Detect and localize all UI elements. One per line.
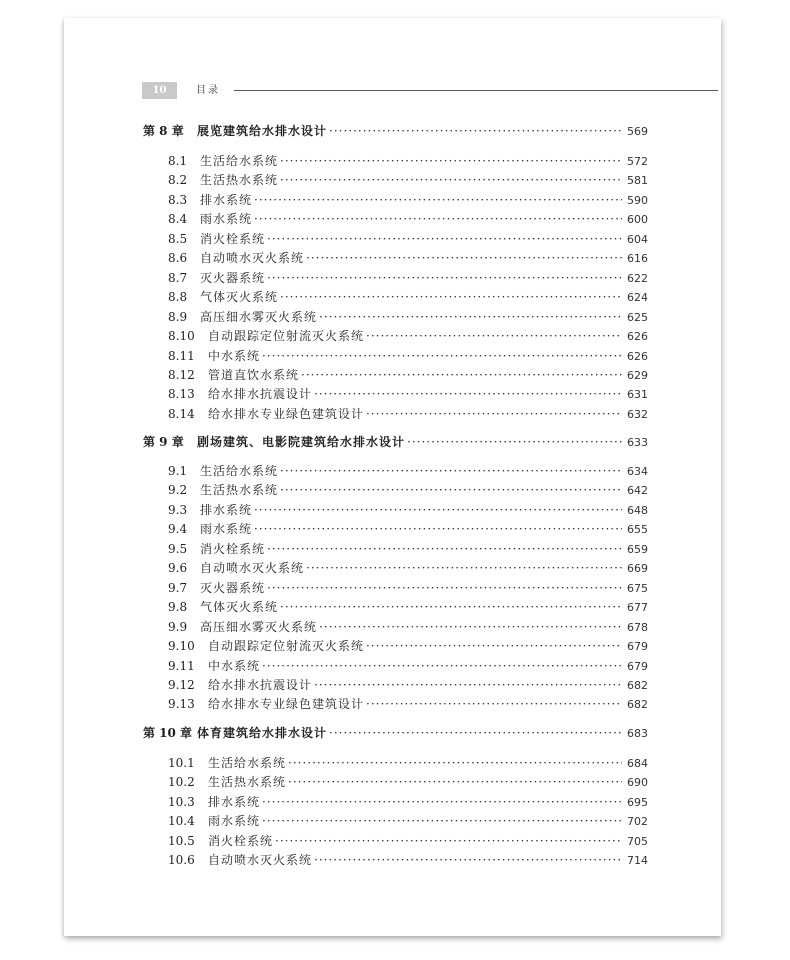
- section-entry-number: 8.13: [168, 387, 195, 402]
- section-entry[interactable]: [168, 793, 648, 811]
- section-entry-title: 雨水系统: [200, 522, 253, 537]
- chapter-entry[interactable]: [143, 433, 648, 451]
- section-entry-number: 8.14: [168, 406, 195, 421]
- dot-leader: [280, 171, 622, 189]
- dot-leader: [366, 327, 622, 345]
- section-entry-number: 9.7: [168, 580, 188, 595]
- section-entry[interactable]: [168, 598, 648, 616]
- section-entry[interactable]: [168, 288, 648, 306]
- section-entry-title: 给水排水抗震设计: [208, 387, 313, 402]
- section-entry-page: 690: [627, 776, 648, 790]
- dot-leader: [262, 793, 622, 811]
- section-entry-title: 灭火器系统: [200, 580, 266, 595]
- section-entry-page: 682: [627, 698, 648, 712]
- section-entry[interactable]: [168, 657, 648, 675]
- section-entry[interactable]: [168, 366, 648, 384]
- section-entry-title: 消火栓系统: [200, 541, 266, 556]
- running-header: [142, 82, 718, 100]
- section-entry[interactable]: [168, 191, 648, 209]
- section-entry[interactable]: [168, 676, 648, 694]
- section-entry-page: 702: [627, 815, 648, 829]
- section-entry-page: 678: [627, 620, 648, 634]
- section-entry[interactable]: [168, 462, 648, 480]
- chapter-entry-number: 第 9 章: [143, 435, 184, 449]
- section-entry-title: 给水排水抗震设计: [208, 677, 313, 692]
- dot-leader: [407, 433, 622, 451]
- section-entry-page: 616: [627, 252, 648, 266]
- section-entry-title: 气体灭火系统: [200, 600, 279, 615]
- dot-leader: [254, 210, 622, 228]
- section-entry[interactable]: [168, 249, 648, 267]
- section-entry-number: 8.8: [168, 290, 188, 305]
- dot-leader: [301, 366, 622, 384]
- section-entry-number: 10.6: [168, 853, 195, 868]
- chapter-entry-number: 第 8 章: [143, 124, 184, 138]
- section-entry[interactable]: [168, 540, 648, 558]
- section-entry-page: 669: [627, 562, 648, 576]
- section-entry-page: 655: [627, 523, 648, 537]
- dot-leader: [329, 724, 622, 742]
- dot-leader: [319, 308, 622, 326]
- section-entry[interactable]: [168, 773, 648, 791]
- section-entry-title: 生活热水系统: [208, 775, 287, 790]
- chapter-entry[interactable]: [143, 122, 648, 140]
- dot-leader: [366, 405, 622, 423]
- section-entry-page: 675: [627, 581, 648, 595]
- section-entry-page: 624: [627, 291, 648, 305]
- dot-leader: [306, 559, 622, 577]
- section-entry-title: 生活给水系统: [208, 756, 287, 770]
- section-entry-number: 8.6: [168, 251, 188, 266]
- section-entry-number: 10.3: [168, 794, 195, 809]
- section-entry-page: 600: [627, 213, 648, 227]
- section-entry-number: 8.3: [168, 192, 188, 207]
- section-entry[interactable]: [168, 812, 648, 830]
- dot-leader: [319, 618, 622, 636]
- section-entry-number: 10.1: [168, 756, 195, 770]
- section-entry-page: 626: [627, 349, 648, 363]
- dot-leader: [267, 540, 622, 558]
- section-entry-title: 高压细水雾灭火系统: [200, 309, 318, 324]
- dot-leader: [254, 191, 622, 209]
- section-entry[interactable]: [168, 347, 648, 365]
- dot-leader: [314, 851, 622, 869]
- dot-leader: [254, 501, 622, 519]
- section-entry-number: 9.3: [168, 502, 188, 517]
- section-entry-title: 消火栓系统: [208, 833, 274, 848]
- section-entry-title: 雨水系统: [200, 212, 253, 227]
- section-entry-number: 8.2: [168, 173, 188, 188]
- section-entry-number: 8.7: [168, 270, 188, 285]
- header-rule: [234, 90, 718, 91]
- dot-leader: [262, 812, 622, 830]
- section-entry-number: 10.4: [168, 814, 195, 829]
- section-entry-page: 629: [627, 368, 648, 382]
- section-entry-title: 中水系统: [208, 658, 261, 673]
- section-entry-number: 9.5: [168, 541, 188, 556]
- section-entry[interactable]: [168, 210, 648, 228]
- section-entry[interactable]: [168, 385, 648, 403]
- dot-leader: [262, 347, 622, 365]
- dot-leader: [262, 657, 622, 675]
- section-entry[interactable]: [168, 695, 648, 713]
- section-entry-page: 634: [627, 465, 648, 478]
- section-entry-number: 9.10: [168, 639, 195, 654]
- section-entry-number: 9.4: [168, 522, 188, 537]
- section-entry-title: 自动喷水灭火系统: [208, 853, 313, 868]
- section-entry-title: 排水系统: [208, 794, 261, 809]
- section-entry-number: 8.4: [168, 212, 188, 227]
- section-entry-title: 生活热水系统: [200, 483, 279, 498]
- section-entry-page: 679: [627, 640, 648, 654]
- page-number-badge: 10: [142, 82, 177, 99]
- section-entry-title: 雨水系统: [208, 814, 261, 829]
- dot-leader: [267, 579, 622, 597]
- section-entry-page: 642: [627, 484, 648, 498]
- section-entry-number: 9.8: [168, 600, 188, 615]
- section-entry[interactable]: [168, 754, 648, 772]
- section-entry-number: 8.10: [168, 329, 195, 344]
- section-entry-number: 10.5: [168, 833, 195, 848]
- chapter-entry-title: 体育建筑给水排水设计: [197, 726, 328, 740]
- section-entry-number: 9.12: [168, 677, 195, 692]
- section-entry-title: 消火栓系统: [200, 231, 266, 246]
- section-entry-page: 622: [627, 271, 648, 285]
- section-entry-title: 气体灭火系统: [200, 290, 279, 305]
- section-entry-number: 10.2: [168, 775, 195, 790]
- dot-leader: [306, 249, 622, 267]
- section-entry-page: 626: [627, 330, 648, 344]
- dot-leader: [314, 385, 622, 403]
- section-entry-title: 生活给水系统: [200, 464, 279, 478]
- section-entry-title: 排水系统: [200, 192, 253, 207]
- section-entry-number: 9.6: [168, 561, 188, 576]
- section-entry-page: 590: [627, 193, 648, 207]
- dot-leader: [280, 481, 622, 499]
- section-entry[interactable]: [168, 308, 648, 326]
- dot-leader: [280, 462, 622, 480]
- section-entry[interactable]: [168, 637, 648, 655]
- section-entry-page: 714: [627, 854, 648, 868]
- section-entry-page: 659: [627, 542, 648, 556]
- section-entry-number: 9.13: [168, 697, 195, 712]
- dot-leader: [275, 832, 622, 850]
- section-entry-number: 8.1: [168, 154, 188, 168]
- section-entry-page: 705: [627, 834, 648, 848]
- section-entry[interactable]: [168, 405, 648, 423]
- section-entry-page: 625: [627, 310, 648, 324]
- chapter-entry-title: 展览建筑给水排水设计: [197, 124, 328, 138]
- section-entry-number: 8.5: [168, 231, 188, 246]
- section-entry-page: 604: [627, 232, 648, 246]
- section-entry-title: 自动跟踪定位射流灭火系统: [208, 639, 365, 654]
- section-entry[interactable]: [168, 230, 648, 248]
- running-header-title: 目录: [196, 85, 220, 96]
- section-entry[interactable]: [168, 579, 648, 597]
- section-entry-page: 684: [627, 757, 648, 770]
- section-entry-title: 自动喷水灭火系统: [200, 251, 305, 266]
- section-entry-title: 自动喷水灭火系统: [200, 561, 305, 576]
- section-entry-page: 677: [627, 601, 648, 615]
- section-entry-number: 8.12: [168, 367, 195, 382]
- chapter-entry-page: 683: [627, 727, 648, 740]
- section-entry-number: 8.9: [168, 309, 188, 324]
- dot-leader: [288, 754, 622, 772]
- section-entry-title: 灭火器系统: [200, 270, 266, 285]
- section-entry-page: 572: [627, 155, 648, 168]
- section-entry-page: 581: [627, 174, 648, 188]
- dot-leader: [267, 269, 622, 287]
- dot-leader: [329, 122, 622, 140]
- section-entry-page: 682: [627, 678, 648, 692]
- section-entry[interactable]: [168, 269, 648, 287]
- chapter-entry-title: 剧场建筑、电影院建筑给水排水设计: [197, 435, 406, 449]
- section-entry-title: 生活热水系统: [200, 173, 279, 188]
- section-entry-number: 9.9: [168, 619, 188, 634]
- section-entry[interactable]: [168, 327, 648, 345]
- section-entry-number: 9.11: [168, 658, 195, 673]
- dot-leader: [288, 773, 622, 791]
- section-entry-page: 679: [627, 659, 648, 673]
- book-page: [64, 18, 721, 936]
- dot-leader: [280, 598, 622, 616]
- section-entry-page: 648: [627, 503, 648, 517]
- section-entry-title: 自动跟踪定位射流灭火系统: [208, 329, 365, 344]
- section-entry-number: 9.2: [168, 483, 188, 498]
- dot-leader: [366, 637, 622, 655]
- section-entry-title: 排水系统: [200, 502, 253, 517]
- section-entry[interactable]: [168, 171, 648, 189]
- section-entry-number: 8.11: [168, 348, 195, 363]
- section-entry-title: 中水系统: [208, 348, 261, 363]
- chapter-entry-number: 第 10 章: [143, 726, 193, 740]
- section-entry-title: 高压细水雾灭火系统: [200, 619, 318, 634]
- section-entry[interactable]: [168, 559, 648, 577]
- chapter-entry-page: 633: [627, 436, 648, 449]
- section-entry-number: 9.1: [168, 464, 188, 478]
- dot-leader: [314, 676, 622, 694]
- dot-leader: [280, 288, 622, 306]
- section-entry[interactable]: [168, 152, 648, 170]
- section-entry-title: 生活给水系统: [200, 154, 279, 168]
- dot-leader: [254, 520, 622, 538]
- section-entry[interactable]: [168, 851, 648, 869]
- section-entry-page: 631: [627, 388, 648, 402]
- chapter-entry-page: 569: [627, 125, 648, 138]
- section-entry-page: 695: [627, 795, 648, 809]
- section-entry-title: 给水排水专业绿色建筑设计: [208, 697, 365, 712]
- section-entry[interactable]: [168, 501, 648, 519]
- section-entry-page: 632: [627, 407, 648, 421]
- chapter-entry[interactable]: [143, 724, 648, 742]
- dot-leader: [366, 695, 622, 713]
- section-entry-title: 给水排水专业绿色建筑设计: [208, 406, 365, 421]
- section-entry-title: 管道直饮水系统: [208, 367, 300, 382]
- section-entry[interactable]: [168, 520, 648, 538]
- dot-leader: [280, 152, 622, 170]
- section-entry[interactable]: [168, 618, 648, 636]
- section-entry[interactable]: [168, 481, 648, 499]
- dot-leader: [267, 230, 622, 248]
- section-entry[interactable]: [168, 832, 648, 850]
